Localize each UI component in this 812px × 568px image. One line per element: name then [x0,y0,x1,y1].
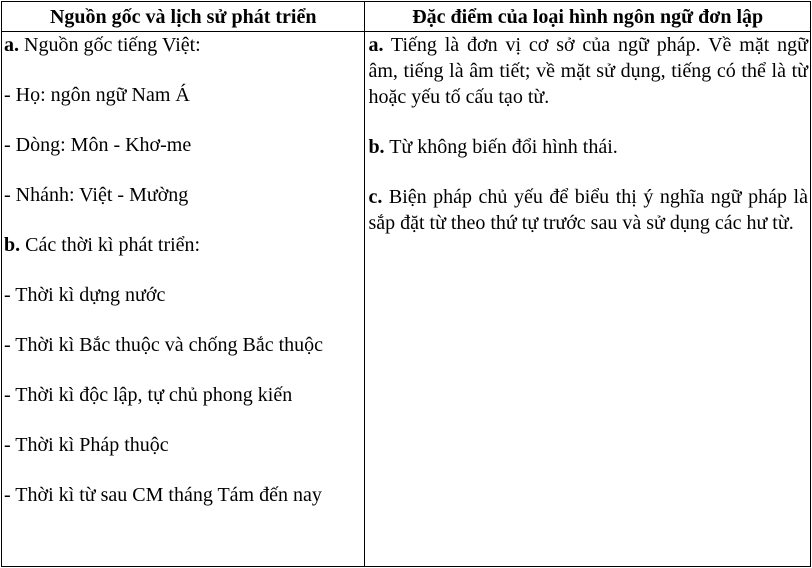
feature-item-c [368,184,808,236]
section-b-title: Các thời kì phát triển: [20,234,201,256]
header-origin-history: Nguồn gốc và lịch sử phát triển [2,2,365,32]
feature-item-b [368,134,808,160]
feature-item-a [368,32,808,110]
section-a-heading [4,32,362,58]
section-b-heading [4,232,362,258]
feature-b-text: Từ không biến đổi hình thái. [384,136,618,158]
right-cell [365,32,811,567]
period-item-french-colonial: - Thời kì Pháp thuộc [4,434,169,456]
feature-a-marker: a. [368,34,384,56]
section-b-marker: b. [4,234,21,256]
origin-item-branch: - Dòng: Môn - Khơ-me [4,134,192,156]
section-a-marker: a. [4,34,19,56]
period-item-feudal-independence: - Thời kì độc lập, tự chủ phong kiến [4,384,293,406]
origin-item-family: - Họ: ngôn ngữ Nam Á [4,84,190,106]
content-row [2,32,811,567]
period-item-northern-domination: - Thời kì Bắc thuộc và chống Bắc thuộc [4,334,324,356]
origin-item-sub-branch: - Nhánh: Việt - Mường [4,184,189,206]
feature-c-marker: c. [368,186,383,208]
period-item-post-august-revolution: - Thời kì từ sau CM tháng Tám đến nay [4,484,322,506]
left-cell [2,32,365,567]
feature-a-text: Tiếng là đơn vị cơ sở của ngữ pháp. Về mặt ngữ âm, tiếng là âm tiết; về mặt sử dụng, tiếng có thể là từ hoặc yếu tố cấu tạo từ. [368,34,808,108]
section-a-title: Nguồn gốc tiếng Việt: [19,34,201,56]
period-item-nation-building: - Thời kì dựng nước [4,284,166,306]
feature-b-marker: b. [368,136,385,158]
header-isolating-language-features: Đặc điểm của loại hình ngôn ngữ đơn lập [365,2,811,32]
comparison-table [1,1,811,567]
feature-c-text: Biện pháp chủ yếu để biểu thị ý nghĩa ngữ pháp là sắp đặt từ theo thứ tự trước sau và sử dụng các hư từ. [368,186,808,234]
header-row [2,2,811,32]
